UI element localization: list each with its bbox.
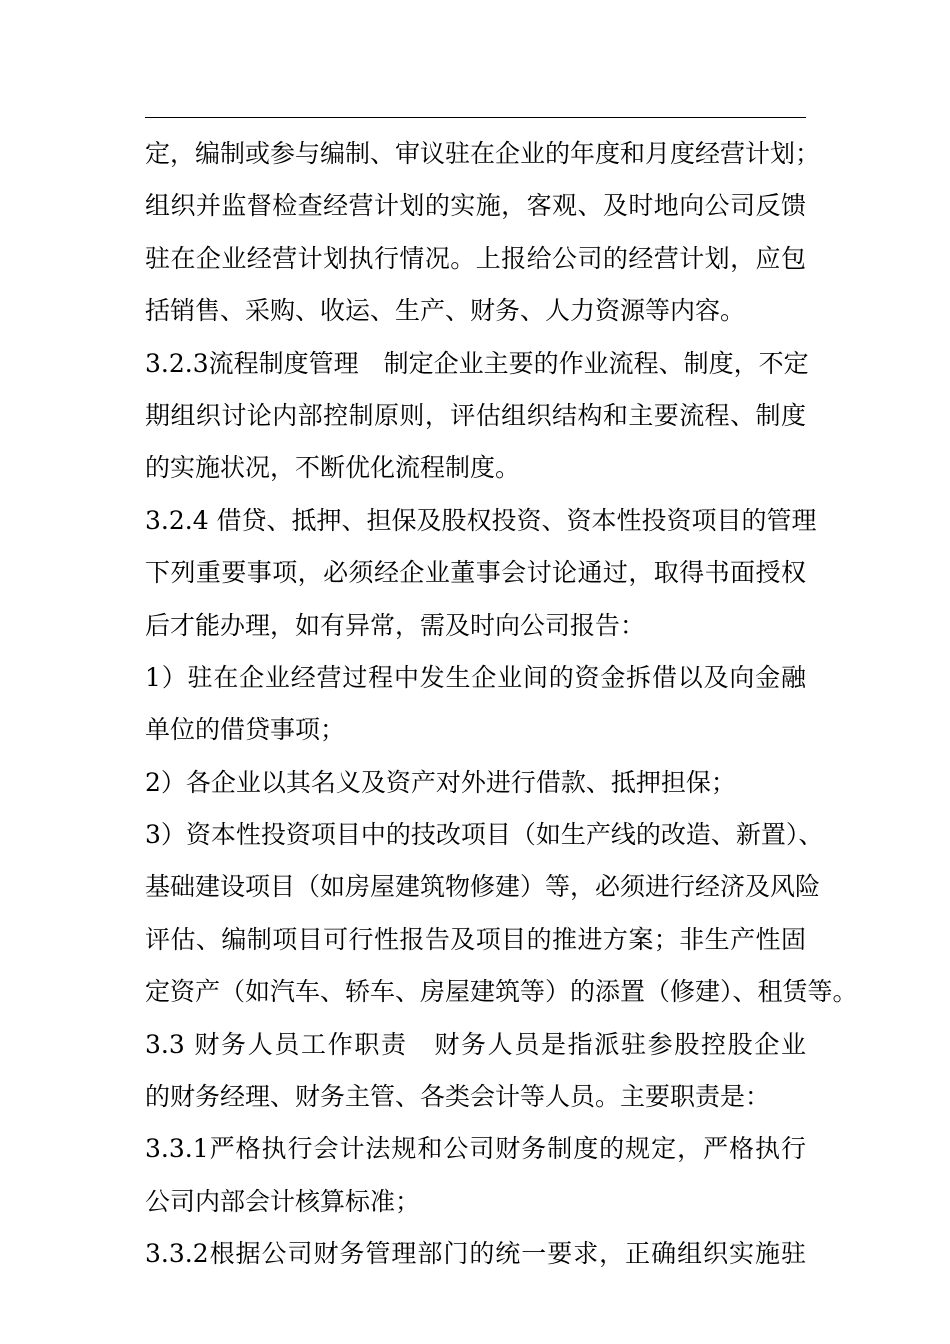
- text-line-1: 定，编制或参与编制、审议驻在企业的年度和月度经营计划；: [145, 139, 821, 168]
- text-line-12: 单位的借贷事项；: [145, 715, 346, 745]
- header-rule: [145, 117, 806, 118]
- text-line-19: 的财务经理、财务主管、各类会计等人员。主要职责是：: [145, 1082, 771, 1112]
- text-line-16: 评估、编制项目可行性报告及项目的推进方案；非生产性固: [145, 924, 806, 954]
- text-line-10: 后才能办理，如有异常，需及时向公司报告：: [145, 610, 646, 640]
- text-line-14: 3）资本性投资项目中的技改项目（如生产线的改造、新置）、: [145, 820, 824, 850]
- text-line-2: 组织并监督检查经营计划的实施，客观、及时地向公司反馈: [145, 191, 806, 221]
- text-line-21: 公司内部会计核算标准；: [145, 1186, 421, 1216]
- text-line-20: 3.3.1严格执行会计法规和公司财务制度的规定，严格执行: [145, 1134, 806, 1164]
- text-line-5: 3.2.3流程制度管理 制定企业主要的作业流程、制度，不定: [145, 348, 809, 378]
- text-line-9: 下列重要事项，必须经企业董事会讨论通过，取得书面授权: [145, 558, 806, 588]
- text-line-15: 基础建设项目（如房屋建筑物修建）等，必须进行经济及风险: [145, 872, 821, 902]
- text-line-8: 3.2.4 借贷、抵押、担保及股权投资、资本性投资项目的管理: [145, 505, 817, 535]
- text-line-4: 括销售、采购、收运、生产、财务、人力资源等内容。: [145, 296, 746, 326]
- text-line-13: 2）各企业以其名义及资产对外进行借款、抵押担保；: [145, 767, 736, 797]
- text-line-6: 期组织讨论内部控制原则，评估组织结构和主要流程、制度: [145, 400, 806, 430]
- text-line-11: 1）驻在企业经营过程中发生企业间的资金拆借以及向金融: [145, 662, 806, 692]
- text-line-7: 的实施状况，不断优化流程制度。: [145, 453, 521, 483]
- text-line-17: 定资产（如汽车、轿车、房屋建筑等）的添置（修建）、租赁等。: [145, 977, 858, 1007]
- text-line-18: 3.3 财务人员工作职责 财务人员是指派驻参股控股企业: [145, 1029, 806, 1059]
- text-line-22: 3.3.2根据公司财务管理部门的统一要求，正确组织实施驻: [145, 1239, 806, 1269]
- body-text: [145, 128, 858, 1281]
- text-line-3: 驻在企业经营计划执行情况。上报给公司的经营计划，应包: [145, 243, 806, 273]
